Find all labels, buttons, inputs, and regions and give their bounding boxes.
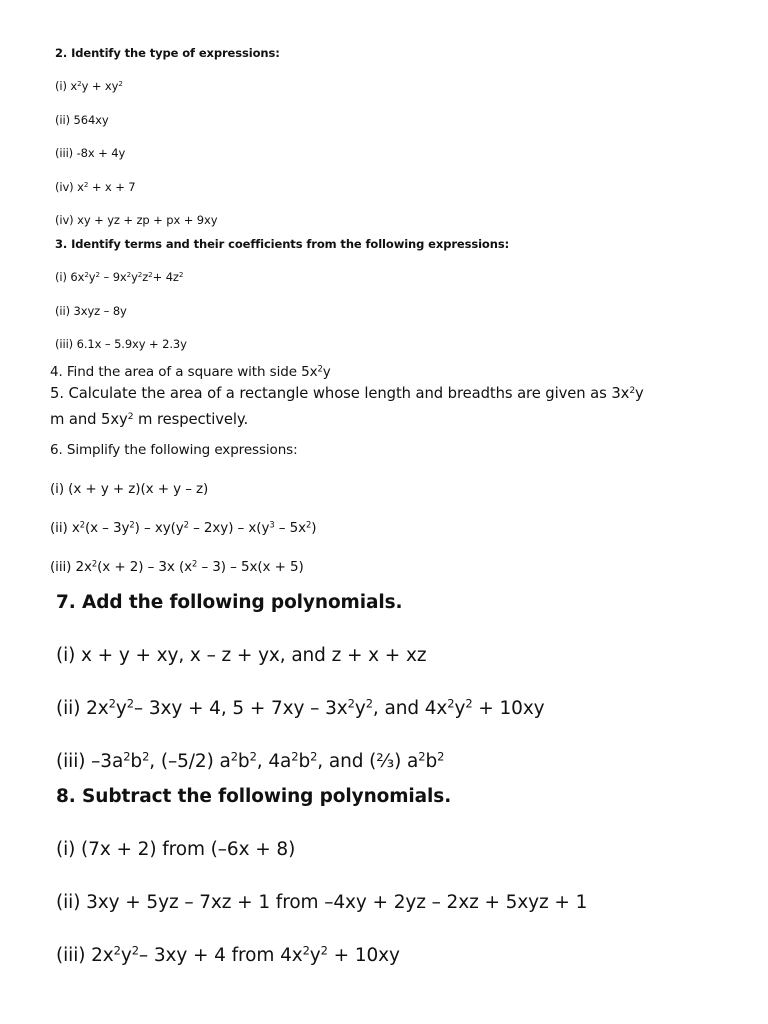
- question-7-title: 7. Add the following polynomials.: [56, 592, 403, 613]
- question-2-item-i: (i) $x^2y + xy^2$: [55, 79, 123, 93]
- question-8-item-i: (i) (7x + 2) from (–6x + 8): [56, 839, 296, 860]
- question-5-line-2: m and $5xy^2$ m respectively.: [50, 410, 249, 428]
- question-2-title: 2. Identify the type of expressions:: [55, 46, 280, 60]
- question-2-item-v: (iv) xy + yz + zp + px + 9xy: [55, 213, 218, 227]
- question-3-item-ii: (ii) 3xyz – 8y: [55, 304, 127, 318]
- question-8-title: 8. Subtract the following polynomials.: [56, 786, 452, 807]
- question-4: 4. Find the area of a square with side $5x^2y$: [50, 363, 331, 380]
- question-3-item-i: (i) $6x^2y^2 - 9x^2y^2z^2+ 4z^2$: [55, 270, 184, 284]
- question-7-item-iii: (iii) $-3a^2b^2$, (–5/2) $a^2b^2$, $4a^2b^2$, and (⅔) $a^2b^2$: [56, 749, 445, 772]
- question-2-item-ii: (ii) 564xy: [55, 113, 109, 127]
- question-6-item-i: (i) (x + y + z)(x + y – z): [50, 481, 209, 497]
- question-3-item-iii: (iii) 6.1x – 5.9xy + 2.3y: [55, 337, 187, 351]
- question-3-title: 3. Identify terms and their coefficients from the following expressions:: [55, 237, 510, 251]
- question-8-item-iii: (iii) $2x^2y^2-$ 3xy + 4 from $4x^2y^2 + 10xy$: [56, 943, 400, 966]
- question-7-item-i: (i) x + y + xy, x – z + yx, and z + x + xz: [56, 645, 427, 666]
- question-2-item-iii: (iii) -8x + 4y: [55, 146, 126, 160]
- question-7-item-ii: (ii) $2x^2y^2-$ 3xy + 4, $5 + 7xy - 3x^2y^2$, and $4x^2y^2 + 10xy$: [56, 696, 545, 719]
- question-8-item-ii: (ii) 3xy + 5yz – 7xz + 1 from –4xy + 2yz – 2xz + 5xyz + 1: [56, 892, 588, 913]
- question-6-item-ii: (ii) $x^2(x - 3y^2) - xy(y^2 - 2xy) - x(y^3 - 5x^2)$: [50, 519, 317, 536]
- question-5-line-1: 5. Calculate the area of a rectangle whose length and breadths are given as $3x^2y$: [50, 384, 644, 402]
- question-2-item-iv: (iv) $x^2 + x + 7$: [55, 180, 136, 194]
- question-6-item-iii: (iii) $2x^2(x + 2) - 3x$ $(x^2 - 3) - 5x(x + 5)$: [50, 558, 304, 575]
- question-6-title: 6. Simplify the following expressions:: [50, 442, 298, 458]
